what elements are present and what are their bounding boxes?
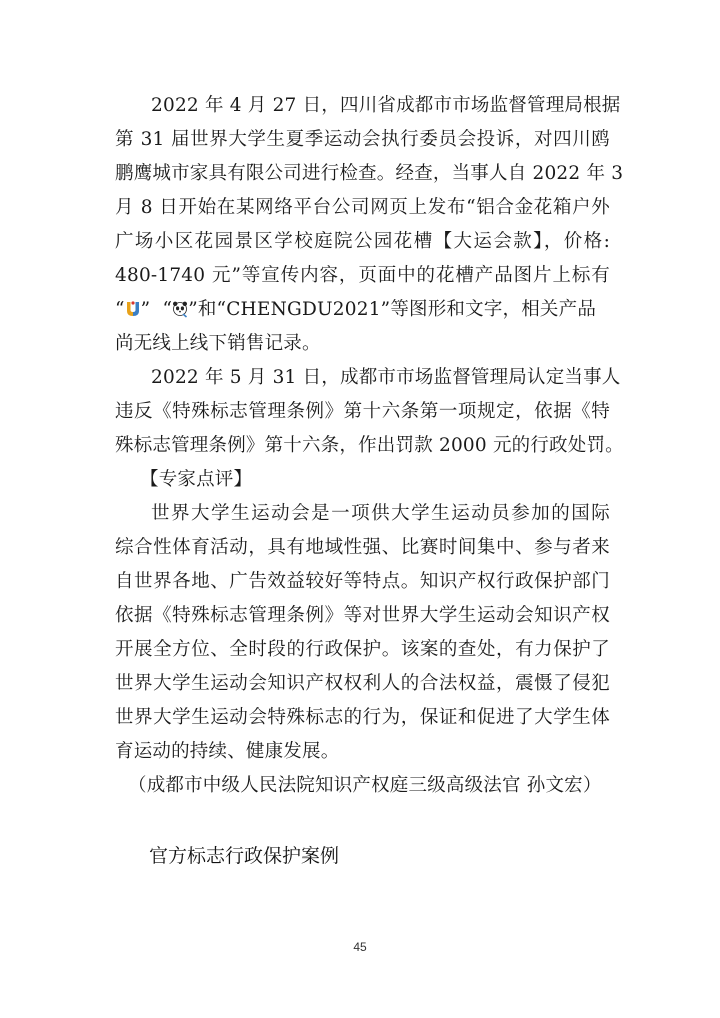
expert-review-line-8: 育运动的持续、健康发展。 [115, 741, 340, 762]
case-paragraph-1-line-3: 鹏鹰城市家具有限公司进行检查。经查，当事人自 2022 年 3 [115, 163, 624, 184]
universiade-u-emblem-icon [125, 299, 141, 317]
panda-mascot-icon [172, 299, 188, 317]
case-paragraph-1-line-2: 第 31 届世界大学生夏季运动会执行委员会投诉，对四川鸥 [115, 129, 610, 150]
quote-open-2: “ [162, 299, 173, 320]
case-paragraph-1-line-6: 480-1740 元”等宣传内容，页面中的花槽产品图片上标有 [115, 265, 610, 286]
expert-review-line-2: 综合性体育活动，具有地域性强、比赛时间集中、参与者来 [115, 537, 610, 558]
case-paragraph-1-line-4: 月 8 日开始在某网络平台公司网页上发布“铝合金花箱户外 [115, 197, 610, 218]
case-paragraph-1-line-1: 2022 年 4 月 27 日，四川省成都市市场监督管理局根据 [151, 95, 621, 116]
page-number: 45 [353, 940, 367, 954]
case-paragraph-1-line-5: 广场小区花园景区学校庭院公园花槽【大运会款】，价格: [115, 231, 610, 252]
case-paragraph-1-line-7 [115, 296, 610, 324]
case-paragraph-1-line-7-text: ”和“CHENGDU2021”等图形和文字，相关产品 [188, 299, 597, 320]
expert-review-line-3: 自世界各地、广告效益较好等特点。知识产权行政保护部门 [115, 571, 610, 592]
quote-close-1: ” [140, 299, 151, 320]
expert-review-label: 【专家点评】 [140, 469, 253, 490]
section-heading: 官方标志行政保护案例 [149, 845, 340, 867]
case-paragraph-1-line-8: 尚无线上线下销售记录。 [115, 333, 321, 354]
expert-review-line-6: 世界大学生运动会知识产权权利人的合法权益，震慑了侵犯 [115, 673, 610, 694]
case-paragraph-2-line-2: 违反《特殊标志管理条例》第十六条第一项规定，依据《特 [115, 401, 610, 422]
quote-open-1: “ [115, 299, 125, 320]
expert-review-line-1: 世界大学生运动会是一项供大学生运动员参加的国际 [151, 503, 610, 524]
expert-review-line-5: 开展全方位、全时段的行政保护。该案的查处，有力保护了 [115, 639, 610, 660]
expert-signature: （成都市中级人民法院知识产权庭三级高级法官 孙文宏） [128, 775, 602, 796]
case-paragraph-2-line-3: 殊标志管理条例》第十六条，作出罚款 2000 元的行政处罚。 [115, 435, 624, 456]
expert-review-line-7: 世界大学生运动会特殊标志的行为，保证和促进了大学生体 [115, 707, 610, 728]
expert-review-line-4: 依据《特殊标志管理条例》等对世界大学生运动会知识产权 [115, 605, 610, 626]
case-paragraph-2-line-1: 2022 年 5 月 31 日，成都市市场监督管理局认定当事人 [151, 367, 621, 388]
